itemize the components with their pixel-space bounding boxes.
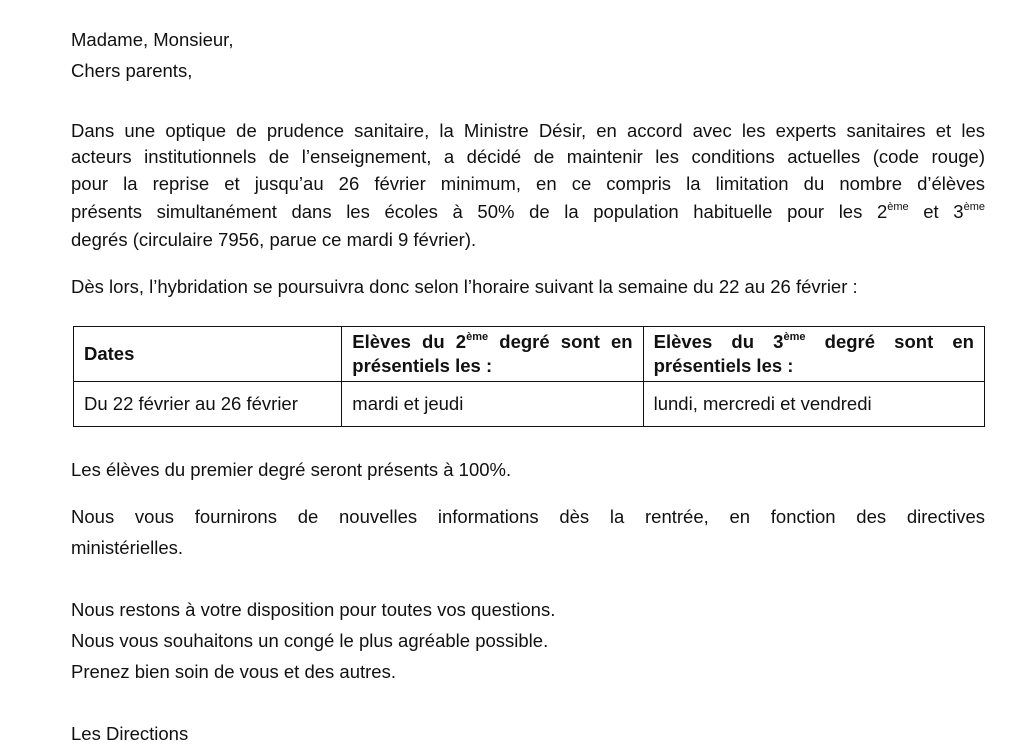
- closing-line-3: Prenez bien soin de vous et des autres.: [71, 661, 396, 682]
- paragraph-1-line-1: Dans une optique de prudence sanitaire, la Ministre Désir, en accord avec les experts sanitaires et les: [71, 120, 985, 141]
- schedule-table: [73, 326, 985, 427]
- header-third-degree-line-2: présentiels les :: [653, 355, 794, 376]
- paragraph-3: Les élèves du premier degré seront présents à 100%.: [71, 459, 512, 480]
- header-third-degree: [643, 327, 984, 382]
- salutation-1: Madame, Monsieur,: [71, 29, 234, 50]
- table-header-row: [74, 327, 985, 382]
- salutation-2: Chers parents,: [71, 60, 193, 81]
- header-second-degree: [342, 327, 643, 382]
- cell-second-degree-days: mardi et jeudi: [342, 382, 643, 427]
- paragraph-1-line-4: [71, 199, 985, 225]
- header-second-degree-line-2: présentiels les :: [352, 355, 493, 376]
- signature: Les Directions: [71, 723, 189, 744]
- paragraph-4-line-2: ministérielles.: [71, 537, 184, 558]
- superscript: ème: [466, 330, 489, 343]
- cell-dates: Du 22 février au 26 février: [74, 382, 342, 427]
- paragraph-1-line-4-text-b: et 3: [908, 201, 964, 222]
- paragraph-1-line-4-text-a: présents simultanément dans les écoles à 50% de la population habituelle pour les 2: [71, 201, 888, 222]
- closing-line-1: Nous restons à votre disposition pour toutes vos questions.: [71, 599, 556, 620]
- closing-line-2: Nous vous souhaitons un congé le plus agréable possible.: [71, 630, 549, 651]
- paragraph-2: Dès lors, l’hybridation se poursuivra donc selon l’horaire suivant la semaine du 22 au 26 février :: [71, 276, 858, 297]
- superscript: ème: [963, 200, 985, 213]
- header-third-degree-line-1: Elèves du 3ème degré sont en: [653, 330, 974, 352]
- table-row: [74, 382, 985, 427]
- header-second-degree-line-1: Elèves du 2ème degré sont en: [352, 330, 633, 352]
- paragraph-1-line-5: degrés (circulaire 7956, parue ce mardi 9 février).: [71, 229, 477, 250]
- superscript: ème: [887, 200, 909, 213]
- paragraph-1-line-3: pour la reprise et jusqu’au 26 février minimum, en ce compris la limitation du nombre d’élèves: [71, 173, 985, 194]
- paragraph-4-line-1: Nous vous fournirons de nouvelles informations dès la rentrée, en fonction des directives: [71, 506, 985, 527]
- superscript: ème: [783, 330, 806, 343]
- cell-third-degree-days: lundi, mercredi et vendredi: [643, 382, 984, 427]
- paragraph-1-line-2: acteurs institutionnels de l’enseignement, a décidé de maintenir les conditions actuelles (code rouge): [71, 146, 985, 167]
- header-dates: Dates: [74, 327, 342, 382]
